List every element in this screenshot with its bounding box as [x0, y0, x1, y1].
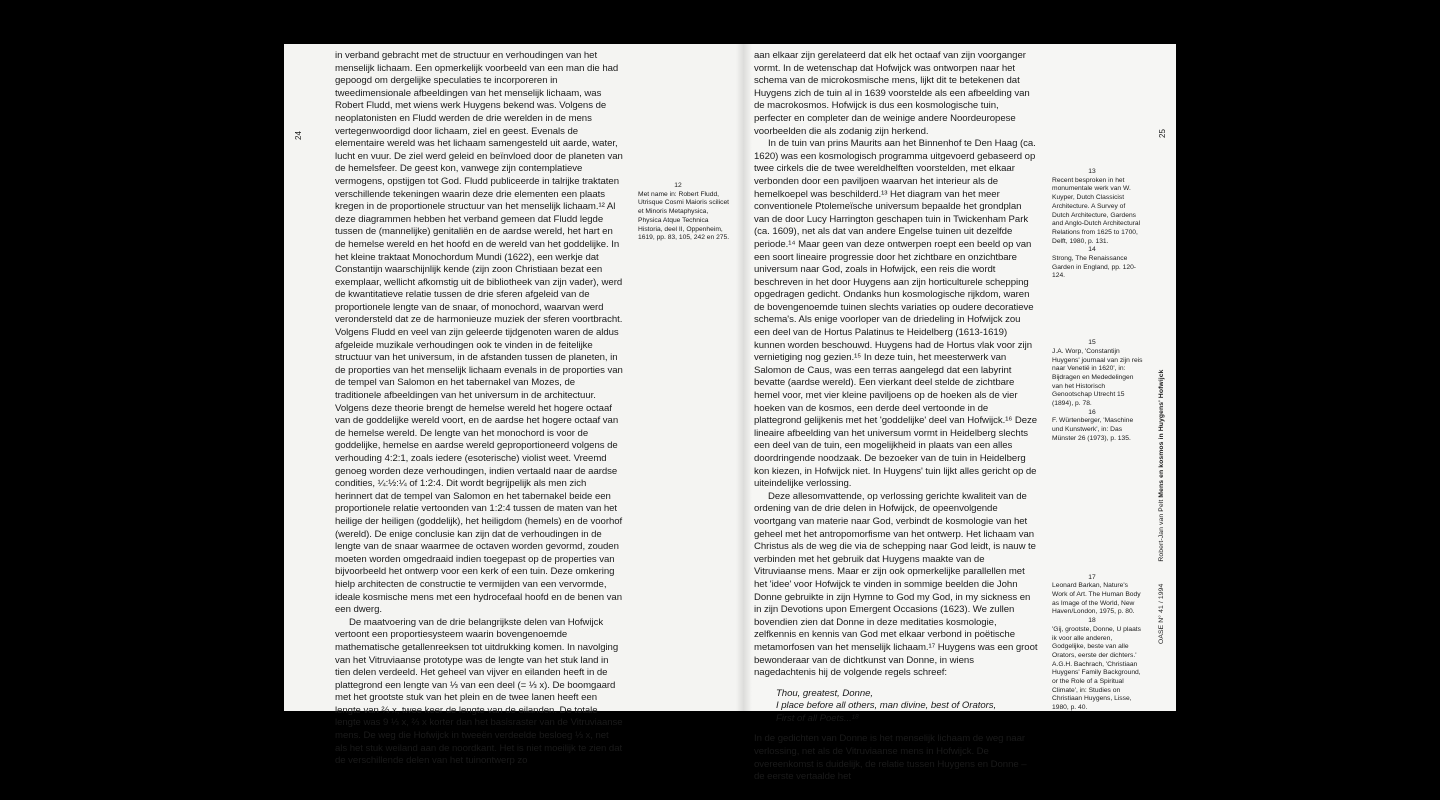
left-footnotes [638, 182, 730, 243]
footnote-number: 14 [1088, 246, 1096, 254]
left-page-number: 24 [294, 131, 303, 140]
poem-line: I place before all others, man divine, best of Orators, [776, 700, 997, 712]
left-body-text [335, 50, 623, 768]
footnote-text: Recent besproken in het monumentale werk van W. Kuyper, Dutch Classicist Architecture. A Survey of Dutch Architecture, Gardens and Anglo-Dutch Architectural Relations from 1625 to 1700, Delft, 1980, p. 131. [1052, 176, 1141, 245]
right-footnotes [1052, 168, 1144, 713]
footnote-17 [1052, 574, 1144, 618]
footnote-text: Met name in: Robert Fludd, Utrisque Cosmi Maioris scilicet et Minoris Metaphysica, Physica Atque Technica Historia, deel II, Oppenheim, 1619, pp. 83, 105, 242 en 275. [638, 190, 730, 242]
poem-line: First of all Poets...¹⁸ [776, 712, 859, 724]
footnote-number: 12 [674, 182, 682, 189]
right-paragraph-2: In de tuin van prins Maurits aan het Binnenhof te Den Haag (ca. 1620) was een kosmologisch programma uitgevoerd gebaseerd op twee cirkels die de twee wereldhelften voorstelden, met elkaar verbonden door een paviljoen waarvan het interieur als de hemelkoepel was beschilderd.¹³ Het diagram van het meer conventionele Ptolemeïsche universum bepaalde het grondplan van de door Lucy Harrington geschapen tuin in Twickenham Park (ca. 1609), net als dat van andere Engelse tuinen uit dezelfde periode.¹⁴ Maar geen van deze ontwerpen roept een beeld op van een soort lineaire progressie door het zichtbare en onzichtbare universum naar God, zoals in Hofwijck, een reis die wordt beschreven in het door Huygens aan zijn horticulturele schepping opgedragen gedicht. Ondanks hun kosmologische rijkdom, waren de bovengenoemde tuinen slechts variaties op oudere decoratieve schema's. Als enige voorloper van de driedeling in Hofwijck zou een deel van de Hortus Palatinus te Heidelberg (1613-1619) kunnen worden beschouwd. Huygens had de Hortus vlak voor zijn vernietiging nog gezien.¹⁵ In deze tuin, het meesterwerk van Salomon de Caus, was een terras aangelegd dat een labyrint bevatte (aardse wereld). Een vierkant deel stelde de zichtbare hemel voor, met vier kleine paviljoens op de hoeken als de vier hoeken van de kosmos, een derde deel vertoonde in de plattegrond gelijkenis met het 'goddelijke' deel van Hofwijck.¹⁶ Deze lineaire afbeelding van het universum vormt in Heidelberg slechts een deel van de tuin, een mogelijkheid in plaats van een alles doordringende noodzaak. De bezoeker van de tuin in Heidelberg kon kiezen, in Hofwijck niet. In Huygens' tuin lijkt alles gericht op de uiteindelijke verlossing. [754, 138, 1038, 490]
left-paragraph-1: in verband gebracht met de structuur en verhoudingen van het menselijk lichaam. Een opmerkelijk voorbeeld van een man die had gepoogd om dergelijke speculaties te incorporeren in tweedimensionale afbeeldingen van het menselijk lichaam, was Robert Fludd, met wiens werk Huygens bekend was. Volgens de neoplatonisten en Fludd werden de drie werelden in de mens vertegenwoordigd door lichaam, ziel en geest. Evenals de elementaire wereld was het lichaam samengesteld uit aarde, water, lucht en vuur. De ziel werd geleid en beïnvloed door de planeten van de hemelsfeer. De geest kon, vanwege zijn contemplatieve vermogens, opstijgen tot God. Fludd publiceerde in talrijke traktaten verschillende tekeningen waarin deze drie elementen een plaats kregen in de proportionele structuur van het menselijk lichaam.¹² Al deze diagrammen hebben het verband gemeen dat Fludd legde tussen de (mannelijke) genitaliën en de aardse wereld, het hart en de hemelse wereld en het hoofd en de wereld van het goddelijke. In het kleine traktaat Monochordum Mundi (1622), een werkje dat Constantijn waarschijnlijk kende (zijn zoon Christiaan bezat een exemplaar, wellicht afkomstig uit de bibliotheek van zijn vader), werd de kwantitatieve relatie tussen de drie sferen afgeleid van de proportionele lengte van de snaar, of monochord, waarvan werd verondersteld dat ze de harmonieuze muziek der sferen voortbracht. Volgens Fludd en veel van zijn geleerde tijdgenoten waren de aldus afgeleide muzikale verhoudingen ook te vinden in de feitelijke structuur van het universum, in de afstanden tussen de planeten, in de proporties van het menselijk lichaam evenals in de proporties van de tempel van Salomon en het tabernakel van Mozes, de traditionele afbeeldingen van het universum in de architectuur. Volgens deze theorie brengt de hemelse wereld het hogere octaaf van de goddelijke wereld voort, en de aardse het hogere octaaf van de hemelse wereld. De lengte van het monochord is voor de goddelijke, hemelse en aardse wereld geproportioneerd volgens de verhouding 4:2:1, zoals iedere (esoterische) violist weet. Vreemd genoeg worden deze verhoudingen, indien vertaald naar de aardse condities, ¼:½:¼ of 1:2:4. Dit wordt begrijpelijk als men zich herinnert dat de tempel van Salomon en het tabernakel beide een proportionele relatie vertoonden van 1:2:4 tussen de maten van het heilige der heiligen (goddelijk), het heiligdom (hemels) en de voorhof (wereld). De enige conclusie kan zijn dat de verhoudingen in de lengte van de snaar waarmee de octaven worden gevormd, zouden moeten worden omgedraaid indien toegepast op de properties van bijvoorbeeld het ontwerp voor een kerk of een tuin. Deze omkering hielp architecten de constructie te vermijden van een vervormde, ideale kosmische mens met een hydrocefaal hoofd en de benen van een dwerg. [335, 50, 623, 616]
footnote-16 [1052, 409, 1144, 444]
right-paragraph-3: Deze allesomvattende, op verlossing gerichte kwaliteit van de ordening van de drie delen in Hofwijck, de opeenvolgende voortgang van materie naar God, verbindt de kosmologie van het geheel met het antropomorfisme van het ontwerp. Het lichaam van Christus als de weg die via de schepping naar God leidt, is nauw te verbinden met het gebruik dat Huygens maakte van de Vitruviaanse mens. Maar er zijn ook opmerkelijke parallellen met het 'idee' voor Hofwijck te vinden in sommige beelden die John Donne gebruikte in zijn Hymne to God my God, in my sickness en in zijn Devotions upon Emergent Occasions (1623). We zullen bovendien zien dat Donne in deze meditaties kosmologie, zelfkennis en kennis van God met elkaar verbond in poëtische metamorfosen van het menselijk lichaam.¹⁷ Huygens was een groot bewonderaar van de dichtkunst van Donne, in wiens nagedachtenis hij de volgende regels schreef: [754, 490, 1038, 679]
footnote-14 [1052, 246, 1144, 281]
running-head [1158, 369, 1165, 644]
footnote-text: Leonard Barkan, Nature's Work of Art. The Human Body as Image of the World, New Haven/London, 1975, p. 80. [1052, 582, 1141, 616]
running-head-issue: OASE N° 41 / 1994 [1158, 583, 1165, 644]
footnote-15 [1052, 339, 1144, 409]
left-paragraph-2: De maatvoering van de drie belangrijkste delen van Hofwijck vertoont een proportiesysteem waarin bovengenoemde mathematische getallenreeksen tot uitdrukking komen. In navolging van het Vitruviaanse prototype was de lengte van het stuk land in tien delen verdeeld. Het geheel van vijver en eilanden heeft in de plattegrond een lengte van ⅓ van een deel (= ⅓ x). De boomgaard met het grootste stuk van het plein en de twee lanen heeft een lengte van ⅔ x, twee keer de lengte van de eilanden. De totale lengte was 9 ⅓ x, ⅔ x korter dan het basisraster van de Vitruviaanse mens. De weg die Hofwijck in tweeën verdeelde besloeg ⅓ x, net als het stuk weiland aan de noordkant. Het is niet moeilijk te zien dat de verschillende delen van het tuinontwerp zo [335, 616, 623, 767]
footnote-text: 'Gij, grootste, Donne, U plaats ik voor alle anderen, Godgelijke, beste van alle Orators, eerste der dichters.' A.G.H. Bachrach, 'Christiaan Huygens' Family Background, or the Role of a Spiritual Climate', in: Studies on Christiaan Huygens, Lisse, 1980, p. 40. [1052, 625, 1142, 712]
right-page [744, 44, 1176, 783]
running-head-title: Mens en kosmos in Huygens' Hofwijck [1158, 369, 1165, 498]
footnote-number: 18 [1088, 617, 1096, 625]
footnote-number: 16 [1088, 408, 1096, 416]
footnote-18 [1052, 617, 1144, 713]
footnote-text: F. Würtenberger, 'Maschine und Kunstwerk', in: Das Münster 26 (1973), p. 135. [1052, 417, 1134, 442]
book-gutter [736, 44, 752, 711]
right-paragraph-4: In de gedichten van Donne is het menselijk lichaam de weg naar verlossing, net als de Vitruviaanse mens in Hofwijck. De overeenkomst is duidelijk, de relatie tussen Huygens en Donne – de eerste vertaalde het [754, 733, 1027, 783]
footnote-text: Strong, The Renaissance Garden in England, pp. 120-124. [1052, 255, 1137, 280]
footnote-13 [1052, 168, 1144, 246]
footnote-12 [638, 182, 730, 243]
footnote-text: J.A. Worp, 'Constantijn Huygens' journaal van zijn reis naar Venetië in 1620', in: Bijdragen en Mededelingen van het Historisch Genootschap Utrecht 15 (1894), p. 78. [1052, 347, 1143, 408]
donne-poem [776, 688, 1038, 726]
poem-line: Thou, greatest, Donne, [776, 687, 874, 699]
right-body-text [754, 50, 1038, 784]
footnote-number: 15 [1088, 339, 1096, 347]
left-page [284, 44, 744, 767]
footnote-number: 13 [1088, 168, 1096, 175]
right-page-number: 25 [1158, 129, 1167, 138]
running-head-author: Robert-Jan van Pelt [1158, 497, 1165, 562]
right-paragraph-1: aan elkaar zijn gerelateerd dat elk het octaaf van zijn voorganger vormt. In de wetenschap dat Hofwijck was ontworpen naar het schema van de microkosmische mens, lijkt dit te betekenen dat Huygens zich de tuin al in 1639 voorstelde als een afbeelding van de macrokosmos. Hofwijck is dus een kosmologische tuin, perfecter en completer dan de weinige andere Noordeuropese voorbeelden die als zodanig zijn herkend. [754, 50, 1030, 137]
footnote-number: 17 [1088, 573, 1096, 581]
